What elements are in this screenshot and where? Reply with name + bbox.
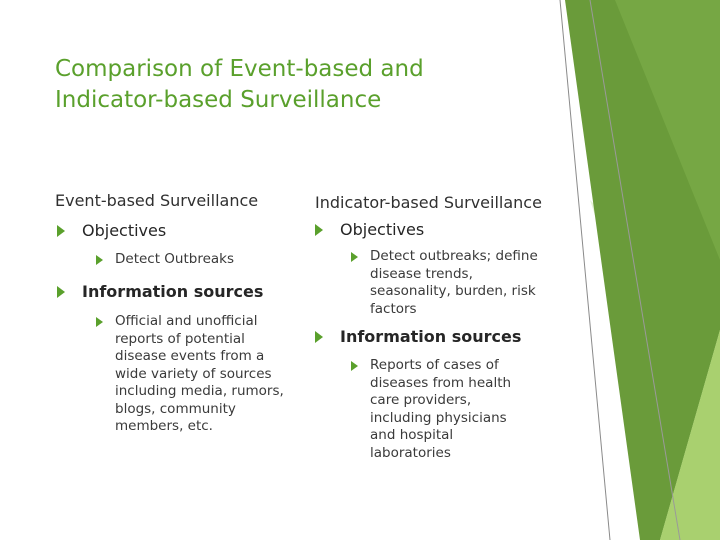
bullet-arrow-icon [57,286,65,298]
left-sources-label: Information sources [82,282,264,301]
right-column-heading: Indicator-based Surveillance [315,193,542,212]
bullet-arrow-icon [315,331,323,343]
bullet-arrow-icon [351,252,358,262]
left-objectives-label: Objectives [82,221,167,240]
left-objectives-item: Detect Outbreaks [115,251,235,267]
right-sources-label: Information sources [340,327,522,346]
slide-title: Comparison of Event-based and Indicator-based Surveillance [55,56,424,113]
right-sources-item: Reports of cases of diseases from health care providers, including physicians and hospital laboratories [370,357,512,461]
bullet-arrow-icon [57,225,65,237]
right-objectives-label: Objectives [340,220,425,239]
bullet-arrow-icon [96,317,103,327]
left-sources-item: Official and unofficial reports of potential disease events from a wide variety of sources including media, rumors, blogs, community members, etc. [115,313,284,434]
bullet-arrow-icon [351,361,358,371]
right-objectives-item: Detect outbreaks; define disease trends, seasonality, burden, risk factors [370,248,538,317]
bullet-arrow-icon [96,255,103,265]
bullet-arrow-icon [315,224,323,236]
left-column-heading: Event-based Surveillance [55,191,259,210]
